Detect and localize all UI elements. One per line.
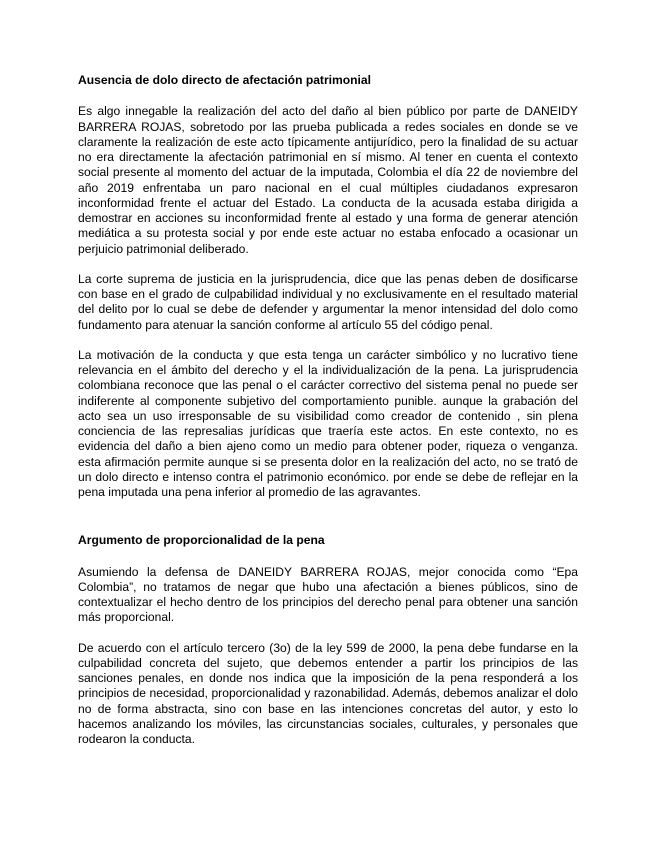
paragraph-dolo-1: Es algo innegable la realización del acto del daño al bien público por parte de DANEIDY BARRERA ROJAS, sobretodo por las prueba publicada a redes sociales en donde se ve claramente la realización de este acto típicamente antijurídico, pero la finalidad de su actuar no era directamente la afectación patrimonial en sí mismo. Al tener en cuenta el contexto social presente al momento del actuar de la imputada, Colombia el día 22 de noviembre del año 2019 enfrentaba un paro nacional en el cual múltiples ciudadanos expresaron inconformidad frente el actuar del Estado. La conducta de la acusada estaba dirigida a demostrar en acciones su inconformidad frente al estado y una forma de generar atención mediática a su protesta social y por ende este actuar no estaba enfocado a ocasionar un perjuicio patrimonial deliberado. bbox=[78, 104, 578, 256]
section-proporcionalidad bbox=[78, 533, 578, 747]
paragraph-dolo-2: La corte suprema de justicia en la jurisprudencia, dice que las penas deben de dosificarse con base en el grado de culpabilidad individual y no exclusivamente en el resultado material del delito por lo cual se debe de defender y argumentar la menor intensidad del dolo como fundamento para atenuar la sanción conforme al artículo 55 del código penal. bbox=[78, 271, 578, 332]
section-heading-dolo: Ausencia de dolo directo de afectación patrimonial bbox=[78, 73, 372, 87]
section-heading-proporcionalidad: Argumento de proporcionalidad de la pena bbox=[78, 533, 325, 548]
document-page bbox=[78, 73, 578, 762]
section-dolo bbox=[78, 73, 578, 500]
paragraph-dolo-3: La motivación de la conducta y que esta tenga un carácter simbólico y no lucrativo tiene relevancia en el ámbito del derecho y el la individualización de la pena. La jurisprudencia colombiana reconoce que las penal o el carácter correctivo del sistema penal no puede ser indiferente al componente subjetivo del comportamiento punible. aunque la grabación del acto sea un uso irresponsable de su visibilidad como creador de contenido , sin plena conciencia de las represalias jurídicas que traería este actos. En este contexto, no es evidencia del daño a bien ajeno como un medio para obtener poder, riqueza o venganza. esta afirmación permite aunque si se presenta dolor en la realización del acto, no se trató de un dolo directo e intenso contra el patrimonio económico. por ende se debe de reflejar en la pena imputada una pena inferior al promedio de las agravantes. bbox=[78, 347, 578, 499]
section-spacer bbox=[78, 515, 578, 533]
paragraph-proporcionalidad-1: Asumiendo la defensa de DANEIDY BARRERA ROJAS, mejor conocida como “Epa Colombia”, no tratamos de negar que hubo una afectación a bienes públicos, sino de contextualizar el hecho dentro de los principios del derecho penal para obtener una sanción más proporcional. bbox=[78, 564, 578, 625]
paragraph-proporcionalidad-2: De acuerdo con el artículo tercero (3o) de la ley 599 de 2000, la pena debe fundarse en la culpabilidad concreta del sujeto, que debemos entender a partir los principios de las sanciones penales, en donde nos indica que la imposición de la pena responderá a los principios de necesidad, proporcionalidad y razonabilidad. Además, debemos analizar el dolo no de forma abstracta, sino con base en las intenciones concretas del autor, y esto lo hacemos analizando los móviles, las circunstancias sociales, culturales, y personales que rodearon la conducta. bbox=[78, 640, 578, 746]
